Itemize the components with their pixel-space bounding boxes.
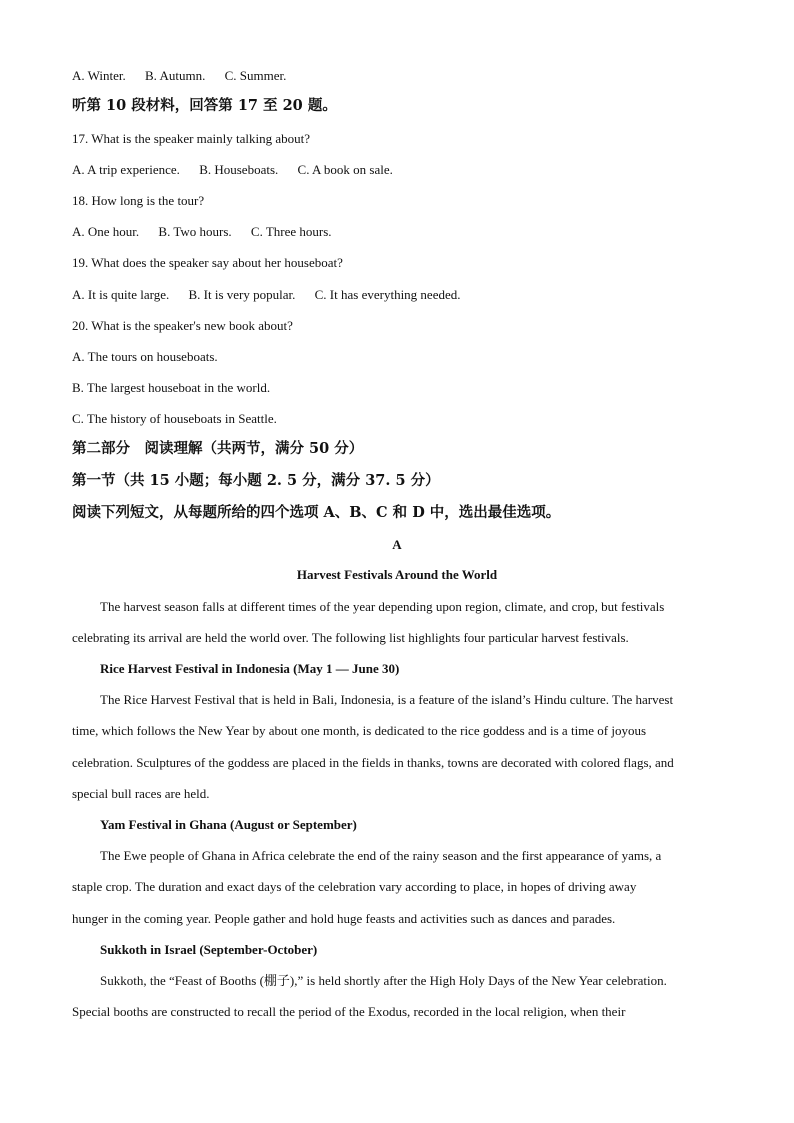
intro-line-2: celebrating its arrival are held the world over. The following list highlights four particular harvest festivals. <box>72 630 629 645</box>
passage-label: A <box>392 537 402 552</box>
rice-line-2: time, which follows the New Year by about one month, is dedicated to the rice goddess and is a time of joyous <box>72 723 647 738</box>
reading-instruction: 阅读下列短文，从每题所给的四个选项 A、B、C 和 D 中，选出最佳选项。 <box>72 504 561 521</box>
q20-option-b: B. The largest houseboat in the world. <box>72 380 271 395</box>
q17-question: 17. What is the speaker mainly talking about? <box>72 131 311 146</box>
q19-option-b: B. It is very popular. <box>188 287 296 302</box>
rice-line-3: celebration. Sculptures of the goddess are placed in the fields in thanks, towns are decorated with colored flags, and <box>72 755 674 770</box>
part2-title: 第二部分 阅读理解（共两节，满分 50 分） <box>72 440 364 457</box>
q19-question: 19. What does the speaker say about her houseboat? <box>72 255 343 270</box>
q18-question: 18. How long is the tour? <box>72 193 205 208</box>
q19-options <box>72 287 732 303</box>
q16-option-c: C. Summer. <box>224 68 287 83</box>
q20-option-c: C. The history of houseboats in Seattle. <box>72 411 277 426</box>
q16-option-b: B. Autumn. <box>145 68 206 83</box>
q17-option-c: C. A book on sale. <box>297 162 393 177</box>
yam-festival-title: Yam Festival in Ghana (August or September) <box>100 817 357 832</box>
q17-option-b: B. Houseboats. <box>199 162 279 177</box>
q18-options <box>72 224 732 240</box>
rice-festival-title: Rice Harvest Festival in Indonesia (May 1 — June 30) <box>100 661 400 676</box>
intro-line-1: The harvest season falls at different times of the year depending upon region, climate, and crop, but festivals <box>100 599 665 614</box>
sukkoth-line-1: Sukkoth, the “Feast of Booths (棚子),” is held shortly after the High Holy Days of the New Year celebration. <box>100 973 667 988</box>
section1-title: 第一节（共 15 小题；每小题 2. 5 分，满分 37. 5 分） <box>72 472 440 489</box>
q20-question: 20. What is the speaker's new book about? <box>72 318 293 333</box>
sukkoth-line-2: Special booths are constructed to recall the period of the Exodus, recorded in the local religion, when their <box>72 1004 626 1019</box>
yam-line-3: hunger in the coming year. People gather and hold huge feasts and activities such as dances and parades. <box>72 911 616 926</box>
q19-option-a: A. It is quite large. <box>72 287 170 302</box>
q18-option-b: B. Two hours. <box>158 224 232 239</box>
rice-line-4: special bull races are held. <box>72 786 210 801</box>
q17-option-a: A. A trip experience. <box>72 162 180 177</box>
section10-instruction: 听第 10 段材料，回答第 17 至 20 题。 <box>72 97 337 114</box>
q16-option-a: A. Winter. <box>72 68 126 83</box>
q16-options <box>72 68 732 84</box>
rice-line-1: The Rice Harvest Festival that is held in Bali, Indonesia, is a feature of the island’s Hindu culture. The harvest <box>100 692 674 707</box>
q19-option-c: C. It has everything needed. <box>314 287 461 302</box>
sukkoth-title: Sukkoth in Israel (September-October) <box>100 942 318 957</box>
q18-option-a: A. One hour. <box>72 224 140 239</box>
q20-option-a: A. The tours on houseboats. <box>72 349 218 364</box>
q17-options <box>72 162 732 178</box>
passage-title: Harvest Festivals Around the World <box>296 567 498 582</box>
yam-line-1: The Ewe people of Ghana in Africa celebrate the end of the rainy season and the first appearance of yams, a <box>100 848 662 863</box>
yam-line-2: staple crop. The duration and exact days of the celebration vary according to place, in hopes of driving away <box>72 879 637 894</box>
q18-option-c: C. Three hours. <box>250 224 332 239</box>
